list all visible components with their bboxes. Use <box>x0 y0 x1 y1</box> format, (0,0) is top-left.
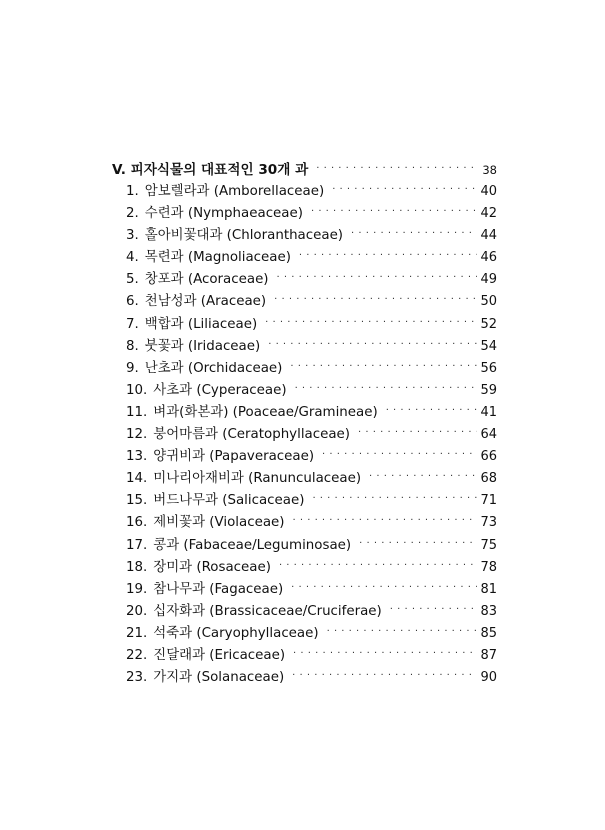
toc-section-heading[interactable] <box>112 159 497 181</box>
toc-entry-list <box>112 181 497 689</box>
toc-entry[interactable] <box>112 336 497 358</box>
entry-family-name: 석죽과 (Caryophyllaceae) <box>153 625 319 641</box>
dot-leader <box>322 444 477 466</box>
entry-page-number: 50 <box>480 294 497 310</box>
entry-page-number: 78 <box>480 559 497 575</box>
entry-number: 14. <box>126 471 148 487</box>
dot-leader <box>327 621 478 643</box>
entry-number: 23. <box>126 670 148 686</box>
entry-family-name: 버드나무과 (Salicaceae) <box>153 493 305 509</box>
toc-entry[interactable] <box>112 468 497 490</box>
entry-number: 4. <box>126 250 139 266</box>
dot-leader <box>292 665 477 687</box>
entry-number: 1. <box>126 184 139 199</box>
dot-leader <box>293 510 478 532</box>
entry-family-name: 사초과 (Cyperaceae) <box>153 382 287 398</box>
toc-entry[interactable] <box>112 623 497 645</box>
entry-number: 10. <box>126 382 148 398</box>
dot-leader <box>351 223 477 245</box>
entry-family-name: 콩과 (Fabaceae/Leguminosae) <box>153 537 352 553</box>
dot-leader <box>268 334 477 356</box>
dot-leader <box>295 378 478 400</box>
entry-number: 2. <box>126 206 139 222</box>
dot-leader <box>279 555 478 577</box>
entry-family-name: 양귀비과 (Papaveraceae) <box>153 449 315 465</box>
entry-family-name: 홀아비꽃대과 (Chloranthaceae) <box>144 228 344 244</box>
toc-entry[interactable] <box>112 667 497 689</box>
entry-page-number: 90 <box>480 670 497 686</box>
toc-entry[interactable] <box>112 269 497 291</box>
entry-number: 5. <box>126 272 139 288</box>
toc-entry[interactable] <box>112 291 497 313</box>
entry-number: 6. <box>126 294 139 310</box>
entry-number: 11. <box>126 404 148 420</box>
entry-page-number: 68 <box>480 471 497 487</box>
entry-family-name: 벼과(화본과) (Poaceae/Gramineae) <box>153 404 378 420</box>
dot-leader <box>291 577 477 599</box>
entry-number: 17. <box>126 537 148 553</box>
entry-family-name: 미나리아재비과 (Ranunculaceae) <box>153 471 362 487</box>
toc-entry[interactable] <box>112 446 497 468</box>
dot-leader <box>390 599 478 621</box>
toc-entry[interactable] <box>112 402 497 424</box>
dot-leader <box>311 201 477 223</box>
entry-family-name: 십자화과 (Brassicaceae/Cruciferae) <box>153 603 382 619</box>
entry-number: 22. <box>126 647 148 663</box>
entry-page-number: 46 <box>480 250 497 266</box>
dot-leader <box>386 400 478 422</box>
entry-family-name: 난초과 (Orchidaceae) <box>144 360 283 376</box>
entry-number: 20. <box>126 603 148 619</box>
entry-family-name: 가지과 (Solanaceae) <box>153 670 285 686</box>
toc-entry[interactable] <box>112 225 497 247</box>
toc-entry[interactable] <box>112 424 497 446</box>
entry-page-number: 44 <box>480 228 497 244</box>
entry-number: 12. <box>126 427 148 443</box>
entry-page-number: 66 <box>480 449 497 465</box>
toc-entry[interactable] <box>112 181 497 203</box>
entry-page-number: 59 <box>480 382 497 398</box>
entry-number: 19. <box>126 581 148 597</box>
entry-number: 3. <box>126 228 139 244</box>
entry-family-name: 목련과 (Magnoliaceae) <box>144 250 291 266</box>
toc-entry[interactable] <box>112 380 497 402</box>
toc-entry[interactable] <box>112 579 497 601</box>
entry-number: 18. <box>126 559 148 575</box>
entry-page-number: 83 <box>480 603 497 619</box>
toc-entry[interactable] <box>112 601 497 623</box>
section-title: V. 피자식물의 대표적인 30개 과 <box>112 162 309 178</box>
toc-entry[interactable] <box>112 645 497 667</box>
section-page-number: 38 <box>482 163 497 177</box>
entry-page-number: 85 <box>480 625 497 641</box>
entry-number: 13. <box>126 449 148 465</box>
toc-entry[interactable] <box>112 512 497 534</box>
entry-number: 15. <box>126 493 148 509</box>
entry-family-name: 참나무과 (Fagaceae) <box>153 581 284 597</box>
dot-leader <box>293 643 477 665</box>
entry-page-number: 64 <box>480 427 497 443</box>
entry-family-name: 장미과 (Rosaceae) <box>153 559 271 575</box>
entry-family-name: 암보렐라과 (Amborellaceae) <box>144 184 325 199</box>
entry-page-number: 81 <box>480 581 497 597</box>
toc-entry[interactable] <box>112 203 497 225</box>
dot-leader <box>265 312 477 334</box>
dot-leader <box>312 488 477 510</box>
entry-family-name: 백합과 (Liliaceae) <box>144 316 258 332</box>
entry-page-number: 56 <box>480 360 497 376</box>
dot-leader <box>332 179 477 201</box>
entry-family-name: 붕어마름과 (Ceratophyllaceae) <box>153 427 351 443</box>
entry-number: 8. <box>126 338 139 354</box>
entry-page-number: 41 <box>480 404 497 420</box>
dot-leader <box>277 267 478 289</box>
entry-page-number: 40 <box>480 184 497 199</box>
entry-family-name: 진달래과 (Ericaceae) <box>153 647 286 663</box>
entry-page-number: 87 <box>480 647 497 663</box>
entry-number: 7. <box>126 316 139 332</box>
entry-page-number: 42 <box>480 206 497 222</box>
entry-number: 16. <box>126 515 148 531</box>
toc-entry[interactable] <box>112 358 497 380</box>
entry-page-number: 71 <box>480 493 497 509</box>
dot-leader <box>358 422 477 444</box>
toc-entry[interactable] <box>112 490 497 512</box>
entry-family-name: 제비꽃과 (Violaceae) <box>153 515 285 531</box>
toc-entry[interactable] <box>112 314 497 336</box>
entry-page-number: 73 <box>480 515 497 531</box>
entry-number: 21. <box>126 625 148 641</box>
entry-number: 9. <box>126 360 139 376</box>
toc-entry[interactable] <box>112 535 497 557</box>
dot-leader <box>299 245 478 267</box>
table-of-contents <box>112 159 497 689</box>
entry-page-number: 49 <box>480 272 497 288</box>
entry-page-number: 52 <box>480 316 497 332</box>
dot-leader <box>369 466 477 488</box>
dot-leader <box>274 289 477 311</box>
entry-family-name: 수련과 (Nymphaeaceae) <box>144 206 303 222</box>
entry-family-name: 붓꽃과 (Iridaceae) <box>144 338 261 354</box>
entry-page-number: 75 <box>480 537 497 553</box>
toc-entry[interactable] <box>112 557 497 579</box>
dot-leader <box>290 356 477 378</box>
entry-family-name: 천남성과 (Araceae) <box>144 294 267 310</box>
entry-family-name: 창포과 (Acoraceae) <box>144 272 269 288</box>
dot-leader <box>359 533 477 555</box>
entry-page-number: 54 <box>480 338 497 354</box>
toc-entry[interactable] <box>112 247 497 269</box>
dot-leader <box>316 158 478 180</box>
